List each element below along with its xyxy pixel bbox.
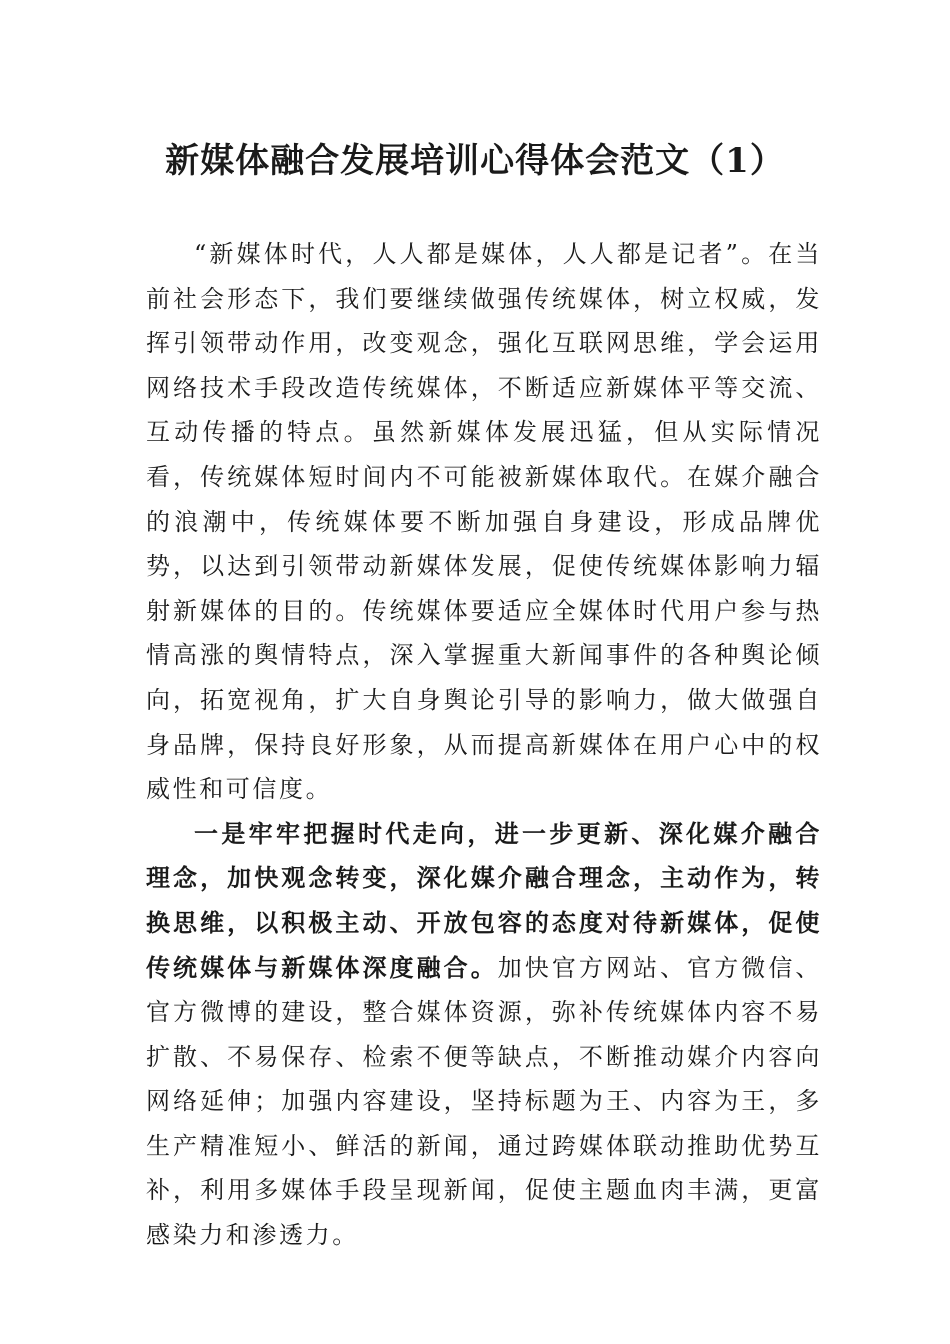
document-title: 新媒体融合发展培训心得体会范文（1）: [165, 141, 785, 181]
paragraph-point-one-body: 加快官方网站、官方微信、官方微博的建设，整合媒体资源，弥补传统媒体内容不易扩散、不易保存、检索不便等缺点，不断推动媒介内容向网络延伸；加强内容建设，坚持标题为王、内容为王，多生产精准短小、鲜活的新闻，通过跨媒体联动推助优势互补，利用多媒体手段呈现新闻，促使主题血肉丰满，更富感染力和渗透力。: [146, 953, 822, 1250]
paragraph-intro: “新媒体时代，人人都是媒体，人人都是记者”。在当前社会形态下，我们要继续做强传统媒体，树立权威，发挥引领带动作用，改变观念，强化互联网思维，学会运用网络技术手段改造传统媒体，不断适应新媒体平等交流、互动传播的特点。虽然新媒体发展迅猛，但从实际情况看，传统媒体短时间内不可能被新媒体取代。在媒介融合的浪潮中，传统媒体要不断加强自身建设，形成品牌优势，以达到引领带动新媒体发展，促使传统媒体影响力辐射新媒体的目的。传统媒体要适应全媒体时代用户参与热情高涨的舆情特点，深入掌握重大新闻事件的各种舆论倾向，拓宽视角，扩大自身舆论引导的影响力，做大做强自身品牌，保持良好形象，从而提高新媒体在用户心中的权威性和可信度。: [146, 240, 822, 804]
paragraph-point-one-lead: 一是牢牢把握时代走向，进一步更新、深化媒介融合理念，加快观念转变，深化媒介融合理念，主动作为，转换思维，以积极主动、开放包容的态度对待新媒体，促使传统媒体与新媒体深度融合。: [146, 818, 822, 982]
document-body: [146, 232, 822, 1258]
paragraph-point-one: [146, 812, 822, 1258]
